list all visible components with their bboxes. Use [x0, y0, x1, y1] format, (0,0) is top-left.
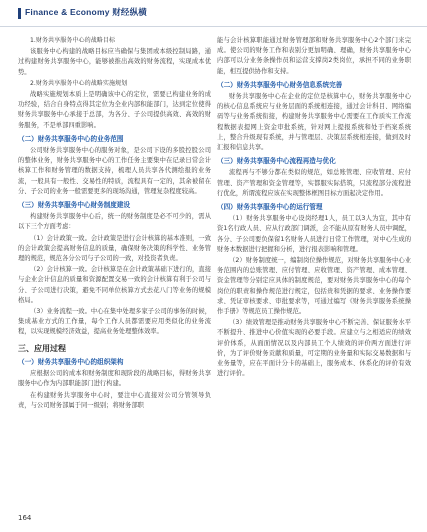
paragraph: （2）会计核算一致。会计核算是在会计政策基础下进行的，直接与企业会计信息的质量和资源配置交易一致的会计核算有利于公司与分、子公司进行决策，避免不同单位核算方式去花八门等业务的规模格局。 [18, 266, 211, 304]
section-heading: （三）财务共享服务中心流程再造与优化 [217, 157, 336, 166]
section-heading: （一）财务共享服务中心的组织架构 [18, 357, 124, 366]
paragraph: 应根据公司的成本和财务制度和现阶段的战略目标，得财务共享服务中心作为内部职能部门进行构建。 [18, 370, 211, 388]
paragraph: 流程再与不够分都在类似的规范，如总账管理、应收管理、应付管理、资产管理和资金管理等，实都服实际搭筑，只流程部分流程进行优化，所谓流程应该在实现整体框图目标方面起决定作用。 [217, 169, 411, 197]
paragraph: 构建财务共享服务中心后，统一的财务制度是必不可少的，需从以下三个方面考虑： [18, 213, 211, 231]
left-column [18, 36, 211, 412]
paragraph: 该服务中心构建的战略目标应当确保与集团或本级控制局路，通过构建财务共享服务中心，能够被推出高效的财务流程，实现成本优势。 [18, 48, 211, 76]
section-heading: （二）财务共享服务中心财务信息系统完善 [217, 80, 343, 89]
page-number: 164 [18, 514, 32, 522]
paragraph: （1）会计政策一致。会计政策是进行会计核算的基本准则，一致的会计政策会提高财务信息的质量，确保财务决策的科学性、业务管理的规范，规范各分公司与子公司的一致，对投资者负责。 [18, 234, 211, 263]
paragraph: 财务共享服务中心在企业的定位是核算中心，财务共享服务中心的核心信息系统应与业务层面的系统相连接，通过会计科目、网络编码等与业务系统衔接，构建财务共享服务中心需要在工作质实工作流程数据表提网上资金审批系统，针对网上提报系统和处于档案系统上，整合升级现有系统，并与管理层、决策层系统相连接，做到及时汇报和信息共享。 [217, 93, 411, 152]
right-column [217, 36, 411, 381]
subsection-title: 2.财务共享服务中心的战略实施规划 [30, 79, 128, 87]
chapter-heading: 三、应用过程 [18, 343, 66, 353]
paragraph: 战略实施规划本质上是明确该中心的定位，需要已构建业务的成功经验，结合自身特点得其定位为全业内部积能部门，达到定位使得财务共享服务中心承接于总部，为各分、子公司提供高效、高效的财务服务，不是单部四重影响。 [18, 91, 211, 129]
paragraph: （3）绩效管理是推动财务共享服务中心不断完善、保证服务水平不断提升、推进中心价值实现的必要手段。应建立与之相适应的绩效评价体系，从面面情况以及内部员工个人绩效的评价两方面进行评价，为了评价财务贡献和质量，可定期的业务量和实际交易数据和与业务量等，应在平面计分卡的基础上，服务成本、休系化的评价有效进行评价。 [217, 319, 411, 378]
paragraph: 在构建财务共享服务中心时，要注中心直接对公司分管领导负责，与公司财务部属于同一级别；将财务部职 [18, 391, 211, 409]
journal-section-title: Finance & Economy 财经纵横 [25, 7, 148, 17]
section-heading: （二）财务共享服务中心的业务范围 [18, 134, 124, 143]
section-heading: （四）财务共享服务中心的运行管理 [217, 203, 323, 212]
paragraph: 能与会计核算职能通过财务管理部和财务共享服务中心2个部门来完成。使公司的财务工作和表别分更加明确、理确，财务共享服务中心内部可以分业务条操作员和运营支撑岗2类岗位，承担不同的业务职能，相互提供协作和支持。 [217, 37, 411, 75]
paragraph: 公司财务共享服务中心的服务对象，是公司下设的多股控股公司的整体业务，财务共享服务中心的工作任务主要集中在记录日常会计核算工作和财务管理的数据支持，梳理人员共享各代测绘报的业务流，一般具有一般性、交易性的特质，流程具有一定的，其余被留在分、子公司的业务一般需要更多的现场沟通，管理复杂程度较高。 [18, 147, 211, 195]
header-accent-bar [18, 8, 21, 19]
paragraph: （1）财务共享服务中心设岗经理1人，员工以3人为宜，其中有资1名行政人员、应从行政部门调派，会不能从原有财务人员中调配，各分、子公司要负保留1名财务人员进行日常工作管理，对中心生成的财务本数据进行把握和分析，进行报表影响和管理。 [217, 215, 411, 253]
subsection-title: 1.财务共享服务中心的战略目标 [30, 37, 116, 44]
page-header [0, 0, 427, 27]
paragraph: （2）财务制度统一，编制岗位操作规范，对财务共享服务中心业务范围内的总账管理、应付管理、应收管理、资产管理、成本管理、资金管理等分别定应具体的制度规范，要对财务共享服务中心的每个岗位的职责和操作规范进行规定，包括贵和凭据的要求、业务操作要求、凭证审核要求、审批要求等，可通过编写《财务共享服务系统操作手册》等规范员工操作规范。 [217, 257, 411, 316]
section-heading: （三）财务共享服务中心财务制度建设 [18, 201, 131, 210]
paragraph: （3）业务流程一致。中心在集中处理多家子公司的事务的时候，集成基业方式的工作量，每个工作人员都需要应用类似化的业务流程，以实现规模经济效益，提高业务处理整体效率。 [18, 308, 211, 336]
